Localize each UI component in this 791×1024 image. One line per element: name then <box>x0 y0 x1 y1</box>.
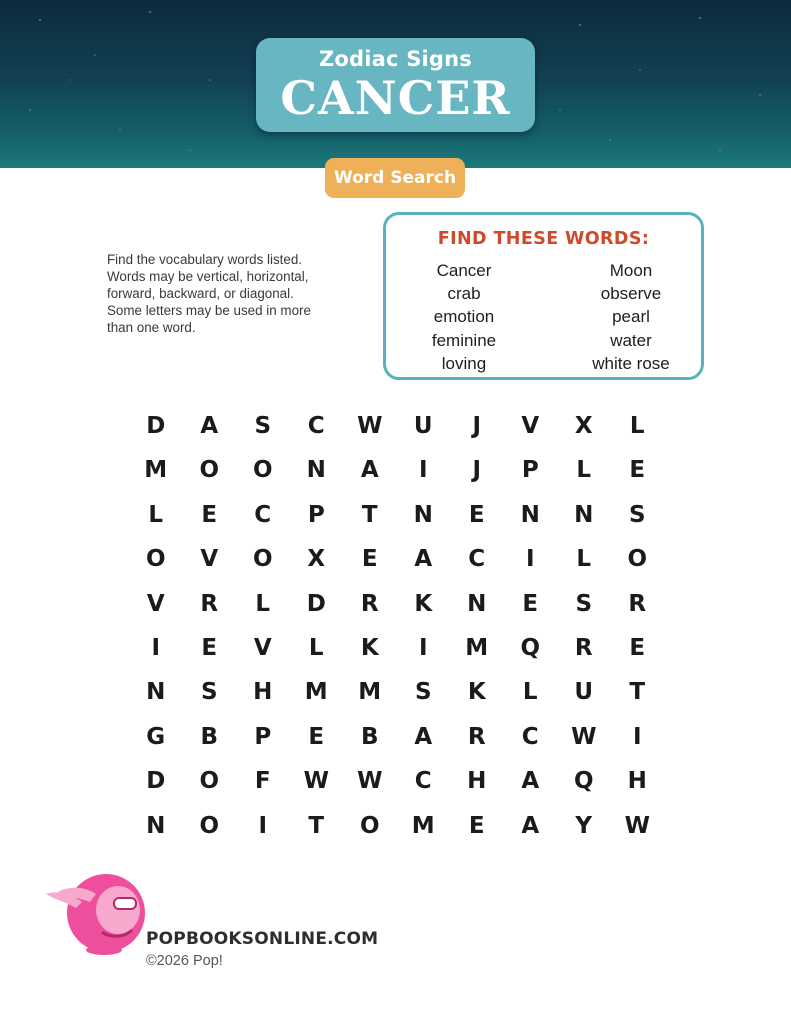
grid-letter[interactable]: R <box>574 634 593 661</box>
grid-letter[interactable]: I <box>258 812 268 839</box>
grid-letter[interactable]: E <box>361 546 378 573</box>
grid-letter[interactable]: S <box>575 590 593 617</box>
grid-letter[interactable]: O <box>252 457 273 484</box>
grid-letter[interactable]: J <box>472 413 482 439</box>
grid-letter[interactable]: P <box>307 501 325 528</box>
grid-letter[interactable]: K <box>360 634 379 661</box>
grid-letter[interactable]: L <box>576 457 592 484</box>
grid-letter[interactable]: W <box>357 413 383 439</box>
grid-letter[interactable]: C <box>307 413 325 439</box>
grid-letter[interactable]: A <box>521 768 540 795</box>
activity-tag: Word Search <box>325 158 465 198</box>
word-list-box <box>383 212 704 380</box>
grid-letter[interactable]: E <box>308 723 325 750</box>
kangaroo-logo-icon <box>44 872 148 960</box>
grid-letter[interactable]: M <box>465 634 489 661</box>
grid-letter[interactable]: J <box>472 457 482 484</box>
grid-letter[interactable]: N <box>574 501 594 528</box>
word-list-left <box>389 259 539 375</box>
grid-letter[interactable]: C <box>521 723 539 750</box>
grid-row <box>129 582 669 626</box>
grid-letter[interactable]: S <box>254 413 272 439</box>
grid-letter[interactable]: H <box>627 768 647 795</box>
grid-letter[interactable]: I <box>632 723 642 750</box>
word-list-title: FIND THESE WORDS: <box>437 229 650 249</box>
grid-letter[interactable]: E <box>468 501 485 528</box>
grid-letter[interactable]: O <box>145 546 166 573</box>
subtitle: Zodiac Signs <box>318 47 473 71</box>
grid-row <box>129 759 669 803</box>
grid-letter[interactable]: S <box>628 501 646 528</box>
word-item: pearl <box>612 307 650 327</box>
word-list-right <box>556 259 706 375</box>
grid-letter[interactable]: K <box>414 590 433 617</box>
grid-letter[interactable]: X <box>307 546 326 573</box>
copyright: ©2026 Pop! <box>146 953 223 969</box>
word-item: Cancer <box>436 261 492 280</box>
grid-letter[interactable]: H <box>253 679 273 706</box>
grid-letter[interactable]: L <box>629 413 645 439</box>
grid-letter[interactable]: E <box>201 501 218 528</box>
grid-letter[interactable]: X <box>574 413 593 439</box>
grid-letter[interactable]: L <box>522 679 538 706</box>
grid-letter[interactable]: R <box>467 723 486 750</box>
grid-letter[interactable]: E <box>201 634 218 661</box>
grid-letter[interactable]: K <box>467 679 486 706</box>
grid-letter[interactable]: N <box>146 679 166 706</box>
grid-letter[interactable]: H <box>467 768 487 795</box>
grid-letter[interactable]: A <box>200 413 219 439</box>
grid-letter[interactable]: V <box>521 413 540 439</box>
grid-letter[interactable]: C <box>468 546 486 573</box>
grid-letter[interactable]: N <box>413 501 433 528</box>
grid-row <box>129 537 669 581</box>
grid-letter[interactable]: O <box>627 546 648 573</box>
grid-letter[interactable]: R <box>200 590 219 617</box>
grid-letter[interactable]: I <box>525 546 535 573</box>
title-plate <box>256 38 535 132</box>
grid-letter[interactable]: E <box>468 812 485 839</box>
word-item: loving <box>441 353 487 373</box>
grid-letter[interactable]: W <box>357 768 383 795</box>
grid-letter[interactable]: W <box>571 723 597 750</box>
grid-letter[interactable]: I <box>418 634 428 661</box>
grid-letter[interactable]: R <box>628 590 647 617</box>
grid-letter[interactable]: W <box>303 768 329 795</box>
grid-row <box>129 448 669 492</box>
grid-letter[interactable]: A <box>414 546 433 573</box>
grid-row <box>129 404 669 448</box>
grid-letter[interactable]: I <box>418 457 428 484</box>
grid-letter[interactable]: M <box>144 457 168 484</box>
grid-letter[interactable]: O <box>199 768 220 795</box>
grid-row <box>129 804 669 848</box>
grid-letter[interactable]: M <box>304 679 328 706</box>
grid-letter[interactable]: R <box>360 590 379 617</box>
word-item: water <box>610 330 652 350</box>
grid-letter[interactable]: N <box>520 501 540 528</box>
word-item: emotion <box>433 307 495 327</box>
grid-letter[interactable]: L <box>255 590 271 617</box>
grid-letter[interactable]: N <box>467 590 487 617</box>
word-item: crab <box>447 284 481 304</box>
grid-letter[interactable]: E <box>629 457 646 484</box>
grid-letter[interactable]: Q <box>520 634 541 661</box>
grid-letter[interactable]: G <box>146 723 166 750</box>
grid-letter[interactable]: C <box>414 768 432 795</box>
grid-letter[interactable]: V <box>200 546 219 573</box>
grid-letter[interactable]: L <box>308 634 324 661</box>
letter-grid <box>129 404 669 848</box>
grid-letter[interactable]: B <box>200 723 219 750</box>
grid-letter[interactable]: C <box>254 501 272 528</box>
grid-letter[interactable]: F <box>254 768 271 795</box>
grid-row <box>129 715 669 759</box>
grid-letter[interactable]: D <box>146 413 166 439</box>
grid-letter[interactable]: V <box>253 634 272 661</box>
word-item: white rose <box>592 353 670 373</box>
grid-letter[interactable]: T <box>361 501 378 528</box>
grid-letter[interactable]: O <box>199 812 220 839</box>
grid-letter[interactable]: U <box>574 679 594 706</box>
grid-letter[interactable]: Q <box>573 768 594 795</box>
grid-letter[interactable]: T <box>308 812 325 839</box>
word-item: feminine <box>431 330 497 350</box>
grid-letter[interactable]: S <box>414 679 432 706</box>
grid-letter[interactable]: O <box>199 457 220 484</box>
grid-letter[interactable]: O <box>252 546 273 573</box>
grid-letter[interactable]: U <box>413 413 433 439</box>
grid-letter[interactable]: P <box>521 457 539 484</box>
grid-letter[interactable]: B <box>360 723 379 750</box>
grid-row <box>129 626 669 670</box>
grid-letter[interactable]: M <box>358 679 382 706</box>
grid-letter[interactable]: S <box>200 679 218 706</box>
grid-letter[interactable]: N <box>146 812 166 839</box>
instructions-text: Find the vocabulary words listed. Words may be vertical, horizontal, forward, backward, or diagonal. Some letters may be used in more than one word. <box>107 252 311 335</box>
grid-letter[interactable]: L <box>576 546 592 573</box>
grid-letter[interactable]: N <box>306 457 326 484</box>
grid-letter[interactable]: O <box>359 812 380 839</box>
grid-row <box>129 670 669 714</box>
grid-letter[interactable]: A <box>414 723 433 750</box>
grid-letter[interactable]: D <box>146 768 166 795</box>
grid-letter[interactable]: A <box>360 457 379 484</box>
site-url[interactable]: POPBOOKSONLINE.COM <box>146 929 379 949</box>
grid-letter[interactable]: A <box>521 812 540 839</box>
grid-letter[interactable]: M <box>411 812 435 839</box>
grid-letter[interactable]: Y <box>575 812 593 839</box>
grid-letter[interactable]: E <box>522 590 539 617</box>
grid-letter[interactable]: W <box>624 812 650 839</box>
page-title: CANCER <box>280 71 511 125</box>
word-item: observe <box>600 284 662 304</box>
grid-letter[interactable]: T <box>629 679 646 706</box>
word-item: Moon <box>609 261 653 280</box>
grid-letter[interactable]: D <box>306 590 326 617</box>
grid-letter[interactable]: E <box>629 634 646 661</box>
grid-letter[interactable]: I <box>151 634 161 661</box>
grid-row <box>129 493 669 537</box>
grid-letter[interactable]: L <box>148 501 164 528</box>
grid-letter[interactable]: P <box>254 723 272 750</box>
grid-letter[interactable]: V <box>146 590 165 617</box>
